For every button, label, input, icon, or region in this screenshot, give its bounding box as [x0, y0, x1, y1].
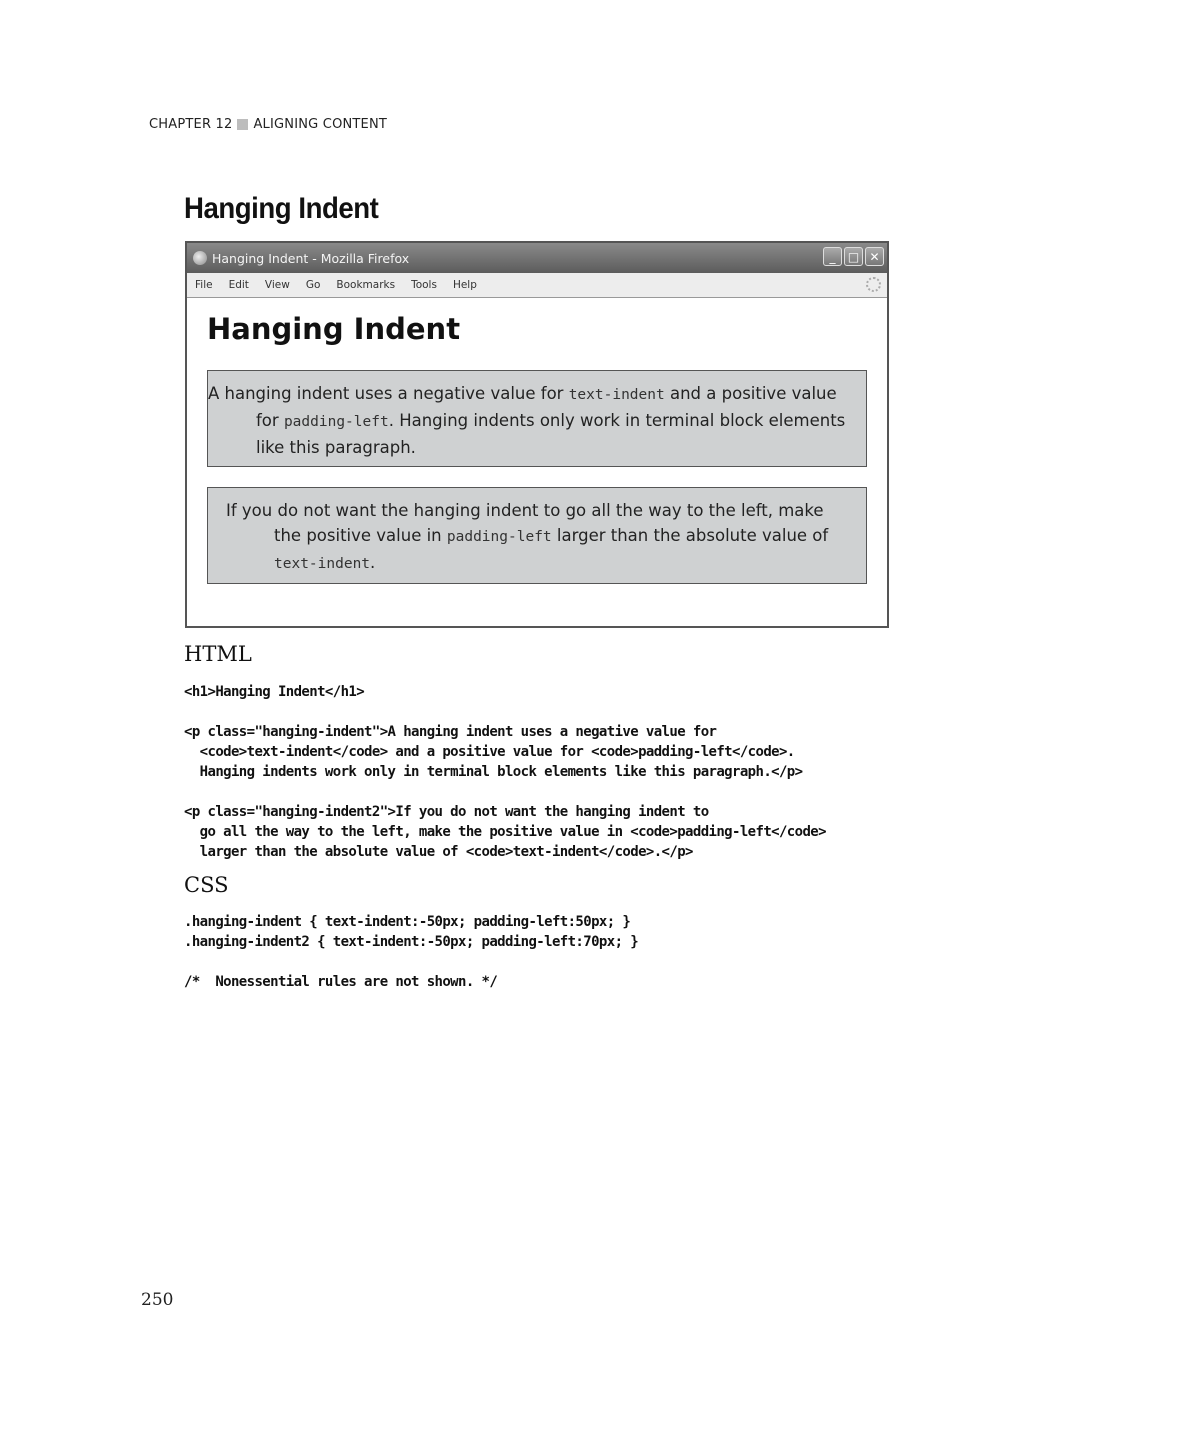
running-head-title: ALIGNING CONTENT	[253, 117, 388, 132]
page-heading: Hanging Indent	[207, 312, 461, 346]
code-line: larger than the absolute value of <code>text-indent</code>.</p>	[184, 844, 693, 860]
window-controls	[823, 247, 884, 266]
p2-code-1: padding-left	[446, 529, 552, 545]
code-line: .hanging-indent { text-indent:-50px; padding-left:50px; }	[184, 914, 631, 930]
p1-code-2: padding-left	[283, 414, 389, 430]
firefox-icon	[193, 251, 207, 265]
close-button[interactable]: ✕	[865, 247, 884, 266]
hanging-indent-paragraph	[207, 370, 867, 467]
p1-text-2: and a positive value for	[256, 384, 837, 430]
browser-viewport	[187, 298, 887, 627]
code-line: go all the way to the left, make the positive value in <code>padding-left</code>	[184, 824, 826, 840]
section-title: Hanging Indent	[184, 192, 379, 225]
browser-menubar	[187, 273, 887, 298]
maximize-button[interactable]: □	[844, 247, 863, 266]
p1-text-3: . Hanging indents only work in terminal block elements like this paragraph.	[256, 411, 846, 457]
p1-text-1: A hanging indent uses a negative value for	[208, 384, 569, 403]
p1-code-1: text-indent	[568, 387, 665, 403]
menu-help[interactable]: Help	[452, 279, 477, 291]
code-line	[184, 782, 826, 802]
code-line	[184, 702, 826, 722]
menu-bookmarks[interactable]: Bookmarks	[336, 279, 396, 291]
code-line: /* Nonessential rules are not shown. */	[184, 974, 498, 990]
p2-code-2: text-indent	[274, 556, 371, 572]
hanging-indent2-paragraph	[207, 487, 867, 584]
code-line: <h1>Hanging Indent</h1>	[184, 684, 365, 700]
code-line: Hanging indents work only in terminal block elements like this paragraph.</p>	[184, 764, 803, 780]
p2-text-1: If you do not want the hanging indent to go all the way to the left, make the positive value in	[226, 501, 824, 545]
menu-view[interactable]: View	[264, 279, 290, 291]
menu-file[interactable]: File	[195, 279, 213, 291]
browser-titlebar	[187, 243, 887, 273]
page-number: 250	[141, 1290, 174, 1310]
throbber-gear-icon	[866, 277, 881, 292]
running-head-square-icon	[237, 119, 248, 130]
code-line	[184, 952, 638, 972]
menu-tools[interactable]: Tools	[411, 279, 437, 291]
html-code-block	[184, 682, 826, 862]
browser-window-title: Hanging Indent - Mozilla Firefox	[212, 250, 410, 266]
code-line: <p class="hanging-indent2">If you do not want the hanging indent to	[184, 804, 709, 820]
menu-edit[interactable]: Edit	[228, 279, 249, 291]
code-line: .hanging-indent2 { text-indent:-50px; padding-left:70px; }	[184, 934, 639, 950]
p2-text-2: larger than the absolute value of	[551, 526, 829, 545]
menu-go[interactable]: Go	[305, 279, 321, 291]
running-head	[149, 117, 387, 132]
minimize-button[interactable]: _	[823, 247, 842, 266]
p2-text-3: .	[370, 553, 376, 572]
css-code-block	[184, 912, 638, 992]
html-label: HTML	[184, 642, 252, 666]
running-head-chapter: CHAPTER 12	[149, 117, 233, 132]
css-label: CSS	[184, 873, 229, 897]
browser-window	[185, 241, 889, 628]
code-line: <code>text-indent</code> and a positive value for <code>padding-left</code>.	[184, 744, 795, 760]
code-line: <p class="hanging-indent">A hanging indent uses a negative value for	[184, 724, 717, 740]
